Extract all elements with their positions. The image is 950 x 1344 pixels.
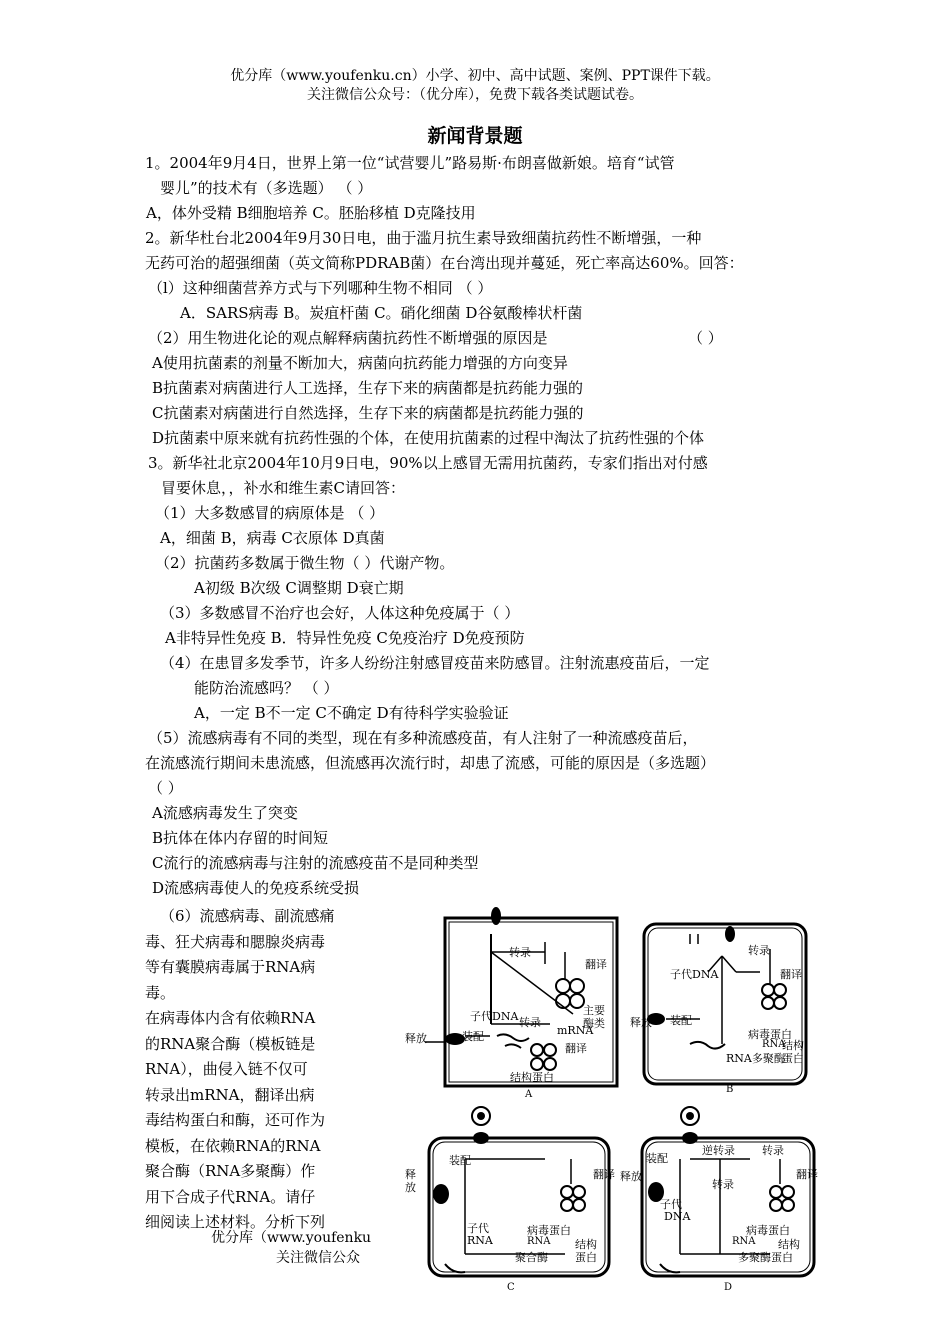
fig-b-rna: RNA [762,1039,786,1050]
fig-c-progeny: 子代 [467,1222,489,1235]
fig-a-main-enzyme: 主要酶类 [583,1004,605,1030]
q2-sub-1: （l）这种细菌营养方式与下列哪种生物不相同 （ ） [148,279,493,297]
figure-c-drawing [405,1104,620,1296]
q3-sub-3: （3）多数感冒不治疗也会好，人体这种免疫属于（ ） [160,604,520,622]
fig-d-translate: 翻译 [796,1168,818,1181]
footer-line-1: 优分库（www.youfenku [211,1230,372,1246]
q3-sub-6-line: 的RNA聚合酶（模板链是 [145,1034,316,1053]
fig-c-rna-2: RNA [527,1236,551,1247]
figure-d [620,1104,820,1296]
fig-a-progeny-dna: 子代DNA [470,1010,519,1023]
q3-stem-1: 3。新华社北京2004年10月9日电，90%以上感冒无需用抗菌药，专家们指出对付感 [148,454,708,472]
q2-sub-1-options: A．SARS病毒 B。炭疽杆菌 C。硝化细菌 D谷氨酸棒状杆菌 [180,304,583,322]
footer-line-2: 关注微信公众 [276,1250,360,1266]
q2-option-d: D抗菌素中原来就有抗药性强的个体，在使用抗菌素的过程中淘汰了抗药性强的个体 [152,429,705,447]
fig-d-transcribe-2: 转录 [712,1178,734,1191]
fig-c-structure: 结构 [575,1238,597,1251]
fig-d-progeny: 子代 [660,1198,682,1211]
q1-stem-2: 婴儿”的技术有（多选题） （ ） [160,179,373,197]
q3-sub-6-line: RNA），曲侵入链不仅可 [145,1060,308,1078]
fig-d-virus-protein: 病毒蛋白 [746,1224,790,1237]
q3-sub-2: （2）抗菌药多数属于微生物（ ）代谢产物。 [155,554,455,572]
q3-sub-6-line: 在病毒体内含有依赖RNA [145,1009,316,1027]
fig-d-assemble: 装配 [646,1152,668,1165]
fig-a-mrna: mRNA [557,1024,594,1037]
fig-d-release: 释放 [620,1170,642,1183]
q3-sub-6-line: （6）流感病毒、副流感痛 [160,907,335,925]
fig-c-rna: RNA [467,1234,493,1247]
fig-a-label: A [525,1089,533,1100]
fig-c-translate: 翻译 [593,1168,615,1181]
fig-d-rna: RNA [732,1236,756,1247]
q3-stem-2: 冒要休息，，补水和维生素C请回答： [161,479,405,497]
q3-sub-5b: 在流感流行期间未患流感，但流感再次流行时，却患了流感，可能的原因是（多选题） [145,754,716,772]
q3-sub-6-line: 等有囊膜病毒属于RNA病 [145,958,316,976]
q3-sub-4a: （4）在患冒多发季节，许多人纷纷注射感冒疫苗来防感冒。注射流惠疫苗后，一定 [160,654,710,672]
fig-b-release: 释放 [630,1016,652,1029]
fig-b-structure: 结构 [782,1039,804,1052]
q3-sub-5-option-b: B抗体在体内存留的时间短 [152,829,329,847]
q3-sub-5c: （ ） [148,779,183,797]
q3-sub-3-options: A非特异性免疫 B．特异性免疫 C免疫治疗 D免疫预防 [165,629,525,647]
figure-b-drawing [630,904,815,1104]
q3-sub-1: （1）大多数感冒的病原体是 （ ） [155,504,385,522]
fig-d-dna: DNA [664,1210,691,1223]
fig-a-release: 释放 [405,1032,427,1045]
fig-c-virus-protein: 病毒蛋白 [527,1224,571,1237]
header-line-2: 关注微信公众号：（优分库），免费下载各类试题试卷。 [307,87,643,103]
fig-b-label: B [726,1084,734,1095]
q3-sub-5-option-a: A流感病毒发生了突变 [152,804,298,822]
figure-b [630,904,815,1104]
fig-c-protein: 蛋白 [575,1251,597,1264]
q2-stem-2: 无药可治的超强细菌（英文简称PDRAB菌）在台湾出现并蔓延，死亡率高达60%。回答： [145,254,744,272]
q2-sub-2-paren: （ ） [688,329,723,347]
fig-a-translate-2: 翻译 [565,1042,587,1055]
q3-sub-4-options: A，一定 B不一定 C不确定 D有待科学实验验证 [194,704,509,722]
fig-a-translate: 翻译 [585,958,607,971]
header-line-1: 优分库（www.youfenku.cn）小学、初中、高中试题、案例、PPT课件下载。 [230,68,720,84]
figure-a [405,904,625,1104]
q2-option-c: C抗菌素对病菌进行自然选择，生存下来的病菌都是抗药能力强的 [152,404,584,422]
q2-sub-2: （2）用生物进化论的观点解释病菌抗药性不断增强的原因是 [148,329,548,347]
fig-c-assemble: 装配 [449,1154,471,1167]
fig-a-transcribe-2: 转录 [519,1016,541,1029]
q3-sub-6-line: 毒、狂犬病毒和腮腺炎病毒 [145,932,326,951]
q3-sub-1-options: A，细菌 B，病毒 C衣原体 D真菌 [160,529,385,547]
q1-options: A，体外受精 B细胞培养 C。胚胎移植 D克隆技用 [146,204,476,222]
fig-c-polymerase: 聚合酶 [515,1251,548,1264]
figure-c [405,1104,620,1296]
fig-b-protein: 蛋白 [782,1052,804,1065]
fig-d-structure: 结构 [778,1238,800,1251]
q3-sub-2-options: A初级 B次级 C调整期 D衰亡期 [194,579,404,597]
fig-b-progeny-dna: 子代DNA [670,968,719,981]
fig-b-assemble: 装配 [670,1014,692,1027]
q3-sub-6-line: 细阅读上述材料。分析下列 [145,1213,326,1231]
q3-sub-6-line: 用下合成子代RNA。请仔 [145,1187,316,1206]
q3-sub-6-line: 模板，在依赖RNA的RNA [145,1136,321,1155]
fig-b-translate: 翻译 [780,968,802,981]
q2-option-a: A使用抗菌素的剂量不断加大，病菌向抗药能力增强的方向变异 [152,354,568,372]
page-title: 新闻背景题 [427,125,523,147]
fig-d-reverse: 逆转录 [702,1144,735,1157]
q3-sub-5a: （5）流感病毒有不同的类型，现在有多种流感疫苗，有人注射了一种流感疫苗后， [148,729,698,747]
q1-stem-1: 1。2004年9月4日，世界上第一位“试营婴儿”路易斯·布朗喜做新娘。培育“试管 [145,154,675,172]
fig-d-poly-protein: 多聚酶蛋白 [738,1251,793,1264]
q3-sub-6-line: 毒结构蛋白和酶，还可作为 [145,1111,326,1129]
fig-b-transcribe: 转录 [748,944,770,957]
q3-sub-4b: 能防治流感吗？ （ ） [194,679,339,697]
fig-d-label: D [724,1282,733,1293]
fig-a-transcribe: 转录 [509,946,531,959]
fig-c-release: 释放 [405,1168,416,1194]
figure-d-drawing [620,1104,820,1296]
q2-option-b: B抗菌素对病菌进行人工选择，生存下来的病菌都是抗药能力强的 [152,379,584,397]
q3-sub-6-line: 毒。 [145,983,176,1002]
fig-c-label: C [507,1282,515,1293]
q3-sub-5-option-c: C流行的流感病毒与注射的流感疫苗不是同种类型 [152,854,479,872]
q3-sub-5-option-d: D流感病毒使人的免疫系统受损 [152,879,360,897]
fig-b-polymerase: RNA多聚酶 [726,1052,785,1065]
q3-sub-6-paragraph [145,904,360,1236]
q3-sub-6-line: 转录出mRNA，翻译出病 [145,1085,315,1104]
q2-stem-1: 2。新华杜台北2004年9月30日电，曲于滥月抗生素导致细菌抗药性不断增强，一种 [145,229,702,247]
fig-b-virus-protein: 病毒蛋白 [748,1028,792,1041]
fig-d-transcribe: 转录 [762,1144,784,1157]
fig-a-assemble: 装配 [462,1030,484,1043]
q3-sub-6-line: 聚合酶（RNA多聚酶）作 [145,1162,316,1180]
fig-a-struct-protein: 结构蛋白 [510,1071,554,1084]
